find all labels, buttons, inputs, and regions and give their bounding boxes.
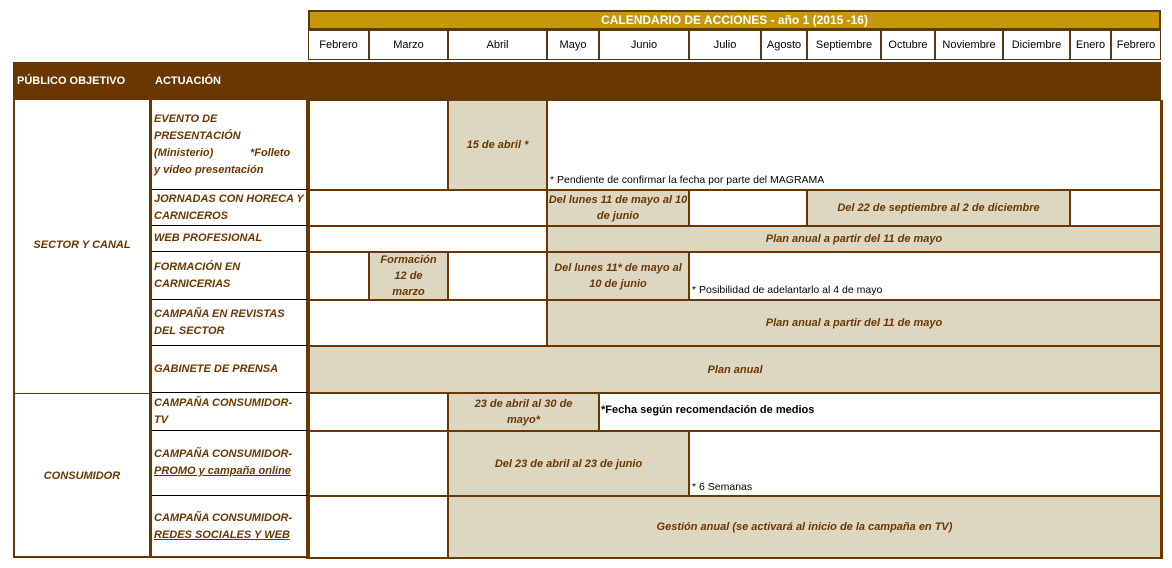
act-line: CARNICEROS <box>154 209 228 222</box>
actuacion-revistas <box>151 300 308 346</box>
actuacion-gabinete-prensa <box>151 346 308 393</box>
month-cell: Diciembre <box>1003 30 1070 60</box>
month-cell: Junio <box>599 30 689 60</box>
month-cell: Mayo <box>547 30 599 60</box>
note-magrama: * Pendiente de confirmar la fecha por parte del MAGRAMA <box>550 174 825 186</box>
actuacion-jornadas <box>151 190 308 226</box>
month-cell: Agosto <box>761 30 807 60</box>
actuacion-consumidor-tv <box>151 393 308 431</box>
cell-empty <box>448 252 547 300</box>
act-line: y video presentación <box>154 163 264 176</box>
month-cell: Noviembre <box>935 30 1003 60</box>
bar-formacion-marzo: Formación 12 de marzo <box>369 252 448 300</box>
month-cell: Marzo <box>369 30 448 60</box>
actuacion-consumidor-promo <box>151 431 308 496</box>
note-medios: *Fecha según recomendación de medios <box>601 404 815 416</box>
month-cell: Febrero <box>308 30 369 60</box>
cell-empty <box>689 190 807 226</box>
note-adelantarlo: * Posibilidad de adelantarlo al 4 de mayo <box>692 284 883 296</box>
bar-formacion-mayo-junio: Del lunes 11* de mayo al 10 de junio <box>547 252 689 300</box>
act-line: TV <box>154 413 169 426</box>
act-line: CAMPAÑA CONSUMIDOR- <box>154 448 293 460</box>
act-line: GABINETE DE PRENSA <box>154 362 279 375</box>
table-bottom-border <box>13 556 308 558</box>
month-cell: Abril <box>448 30 547 60</box>
cell-empty <box>309 190 547 226</box>
act-line: CAMPAÑA EN REVISTAS <box>154 307 285 320</box>
cell-empty <box>309 300 547 346</box>
publico-consumidor: CONSUMIDOR <box>43 470 121 482</box>
month-cell: Febrero <box>1111 30 1161 60</box>
month-cell: Octubre <box>881 30 935 60</box>
bar-jornadas-sept-dic: Del 22 de septiembre al 2 de diciembre <box>807 190 1070 226</box>
act-line: JORNADAS CON HORECA Y <box>154 192 304 205</box>
cell-empty <box>309 100 448 190</box>
cell-empty <box>309 252 369 300</box>
act-line: CARNICERIAS <box>154 277 231 290</box>
act-line: EVENTO DE <box>154 112 218 125</box>
act-line: WEB PROFESIONAL <box>154 232 263 244</box>
actuacion-web-profesional <box>151 226 308 252</box>
act-line: REDES SOCIALES Y WEB <box>154 529 290 541</box>
bar-promo-abril-junio: Del 23 de abril al 23 de junio <box>448 431 689 496</box>
act-line: FORMACIÓN EN <box>154 260 241 273</box>
act-line: PROMO y campaña online <box>154 465 291 477</box>
cell-empty <box>309 226 547 252</box>
actuacion-formacion <box>151 252 308 300</box>
actuacion-evento-presentacion <box>151 100 308 190</box>
bar-evento-15-abril: 15 de abril * <box>448 100 547 190</box>
act-line: DEL SECTOR <box>154 324 225 337</box>
bar-tv-abril-mayo: 23 de abril al 30 de mayo* <box>448 393 599 431</box>
publico-column <box>13 100 151 558</box>
cell-empty <box>309 431 448 496</box>
bar-gabinete-plan-anual: Plan anual <box>309 346 1161 393</box>
month-cell: Enero <box>1070 30 1111 60</box>
act-line: PRESENTACIÓN <box>154 129 241 142</box>
actuacion-consumidor-redes <box>151 496 308 558</box>
month-cell: Julio <box>689 30 761 60</box>
actuacion-left-border <box>151 100 152 558</box>
month-cell: Septiembre <box>807 30 881 60</box>
bar-redes-gestion-anual: Gestión anual (se activará al inicio de la campaña en TV) <box>448 496 1161 558</box>
act-line: (Ministerio) *Folleto <box>154 146 291 159</box>
publico-sector: SECTOR Y CANAL <box>33 239 131 251</box>
cell-empty <box>309 393 448 431</box>
cell-empty <box>309 496 448 558</box>
act-line: CAMPAÑA CONSUMIDOR- <box>154 396 293 409</box>
calendar-title: CALENDARIO DE ACCIONES - año 1 (2015 -16) <box>308 10 1161 30</box>
header-publico-objetivo: PÚBLICO OBJETIVO <box>13 62 151 100</box>
header-calendar-bar <box>308 62 1161 100</box>
bar-jornadas-mayo-junio: Del lunes 11 de mayo al 10 de junio <box>547 190 689 226</box>
note-6-semanas: * 6 Semanas <box>692 481 753 493</box>
bar-revistas-plan-anual: Plan anual a partir del 11 de mayo <box>547 300 1161 346</box>
cell-empty <box>1070 190 1161 226</box>
bar-web-plan-anual: Plan anual a partir del 11 de mayo <box>547 226 1161 252</box>
header-actuacion: ACTUACIÓN <box>151 62 308 100</box>
publico-divider <box>13 393 151 394</box>
act-line: CAMPAÑA CONSUMIDOR- <box>154 512 293 524</box>
